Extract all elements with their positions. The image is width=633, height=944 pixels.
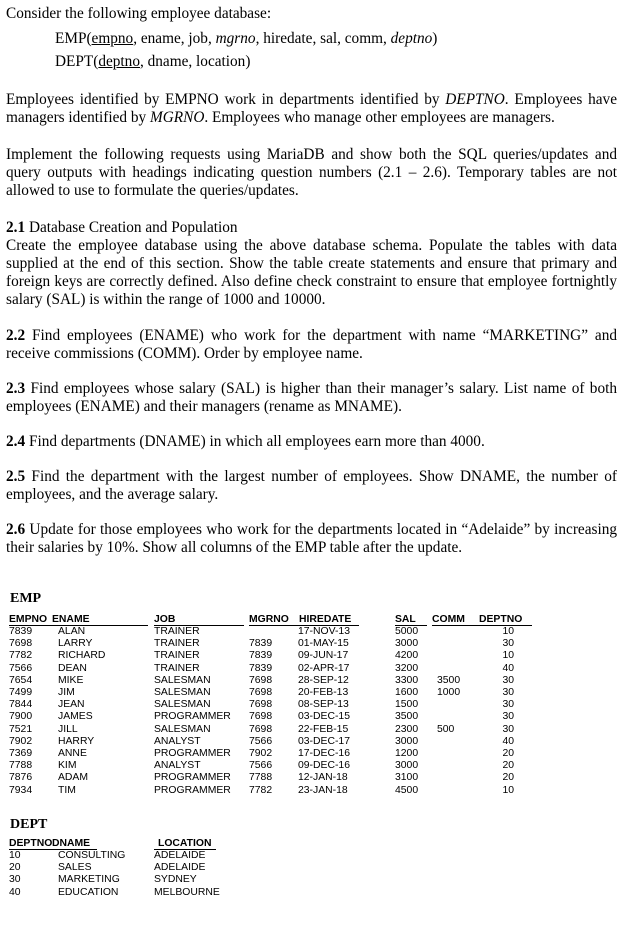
emp-cell-job: TRAINER xyxy=(154,650,200,662)
table-row xyxy=(9,675,529,687)
emp-cell-ename: JILL xyxy=(58,723,78,735)
emp-cell-empno: 7788 xyxy=(9,760,33,772)
emp-cell-ename: LARRY xyxy=(58,638,93,650)
emp-cell-hiredate: 02-APR-17 xyxy=(298,662,350,674)
emp-cell-job: PROGRAMMER xyxy=(154,711,231,723)
emp-header-comm: COMM xyxy=(432,614,465,625)
dept-cell-dname: SALES xyxy=(58,862,92,874)
emp-cell-ename: JIM xyxy=(58,687,75,698)
emp-cell-hiredate: 23-JAN-18 xyxy=(298,784,348,796)
emp-cell-sal: 4500 xyxy=(395,784,419,796)
emp-cell-hiredate: 03-DEC-15 xyxy=(298,711,350,723)
dept-cell-dname: CONSULTING xyxy=(58,850,126,861)
emp-cell-sal: 1200 xyxy=(395,748,419,759)
emp-cell-sal: 3000 xyxy=(395,735,419,747)
emp-cell-mgrno: 7698 xyxy=(249,723,273,735)
emp-cell-sal: 5000 xyxy=(395,626,419,637)
emp-cell-job: TRAINER xyxy=(154,626,200,637)
emp-cell-ename: RICHARD xyxy=(58,650,106,662)
emp-cell-hiredate: 01-MAY-15 xyxy=(298,638,349,650)
emp-cell-deptno: 30 xyxy=(502,711,514,723)
emp-cell-empno: 7654 xyxy=(9,674,33,686)
emp-cell-job: SALESMAN xyxy=(154,723,211,735)
emp-cell-mgrno: 7839 xyxy=(249,662,273,674)
emp-cell-empno: 7900 xyxy=(9,711,33,723)
emp-cell-deptno: 20 xyxy=(502,760,514,772)
emp-cell-comm: 500 xyxy=(437,723,455,735)
table-row xyxy=(9,687,529,699)
emp-cell-empno: 7934 xyxy=(9,784,33,796)
question-2-5: 2.5 Find the department with the largest number of employees. Show DNAME, the number of employees, and the average salary. xyxy=(6,468,617,503)
emp-cell-empno: 7902 xyxy=(9,735,33,747)
emp-schema: EMP(empno, ename, job, mgrno, hiredate, sal, comm, deptno) xyxy=(55,30,438,47)
dept-schema: DEPT(deptno, dname, location) xyxy=(55,53,251,70)
emp-cell-job: SALESMAN xyxy=(154,699,211,711)
question-2-3: 2.3 Find employees whose salary (SAL) is higher than their manager’s salary. List name of both employees (ENAME) and their managers (rename as MNAME). xyxy=(6,380,617,415)
emp-cell-job: ANALYST xyxy=(154,760,201,772)
emp-header-empno: EMPNO xyxy=(9,614,48,625)
emp-cell-deptno: 10 xyxy=(502,784,514,796)
emp-cell-mgrno: 7698 xyxy=(249,711,273,723)
emp-cell-mgrno: 7566 xyxy=(249,760,273,772)
emp-header-deptno: DEPTNO xyxy=(479,614,523,625)
emp-cell-hiredate: 22-FEB-15 xyxy=(298,723,349,735)
emp-cell-job: PROGRAMMER xyxy=(154,784,231,796)
emp-cell-sal: 3300 xyxy=(395,674,419,686)
dept-cell-dname: MARKETING xyxy=(58,874,120,886)
table-row xyxy=(9,785,529,797)
emp-cell-job: ANALYST xyxy=(154,735,201,747)
paragraph-implement: Implement the following requests using MariaDB and show both the SQL queries/updates and query outputs with headings indicating question numbers (2.1 – 2.6). Temporary tables are not allowed to use to formulate the queries/updates. xyxy=(6,146,617,199)
emp-cell-mgrno: 7698 xyxy=(249,687,273,698)
emp-cell-hiredate: 17-DEC-16 xyxy=(298,748,350,759)
dept-cell-dname: EDUCATION xyxy=(58,886,119,898)
emp-cell-ename: ADAM xyxy=(58,772,89,784)
emp-cell-ename: JEAN xyxy=(58,699,85,711)
table-row xyxy=(9,711,529,723)
dept-cell-deptno: 10 xyxy=(9,850,21,861)
emp-cell-comm: 3500 xyxy=(437,674,461,686)
emp-cell-job: PROGRAMMER xyxy=(154,748,231,759)
emp-cell-mgrno: 7782 xyxy=(249,784,273,796)
emp-cell-sal: 3000 xyxy=(395,638,419,650)
emp-cell-ename: ALAN xyxy=(58,626,86,637)
emp-cell-deptno: 20 xyxy=(502,772,514,784)
emp-cell-ename: ANNE xyxy=(58,748,87,759)
emp-table-title: EMP xyxy=(10,591,42,606)
dept-header-location: LOCATION xyxy=(158,838,212,849)
table-row xyxy=(9,663,529,675)
emp-header-ename: ENAME xyxy=(52,614,90,625)
emp-cell-ename: MIKE xyxy=(58,674,84,686)
table-row xyxy=(9,748,529,760)
emp-cell-sal: 3000 xyxy=(395,760,419,772)
emp-cell-comm: 1000 xyxy=(437,687,461,698)
question-2-1: 2.1 Database Creation and Population Create the employee database using the above database schema. Populate the tables with data supplied at the end of this section. Show the table create statements and ensure that primary and foreign keys are correctly defined. Also define check constraint to ensure that employee fortnightly salary (SAL) is within the range of 1000 and 10000. xyxy=(6,219,617,308)
table-row xyxy=(9,626,529,638)
emp-cell-deptno: 30 xyxy=(502,638,514,650)
emp-cell-deptno: 20 xyxy=(502,748,514,759)
dept-header-dname: DNAME xyxy=(52,838,91,849)
dept-cell-location: MELBOURNE xyxy=(154,886,220,898)
emp-cell-deptno: 10 xyxy=(502,650,514,662)
dept-cell-deptno: 30 xyxy=(9,874,21,886)
emp-cell-empno: 7839 xyxy=(9,626,33,637)
emp-cell-deptno: 40 xyxy=(502,735,514,747)
table-row xyxy=(9,724,529,736)
emp-cell-empno: 7499 xyxy=(9,687,33,698)
emp-cell-empno: 7782 xyxy=(9,650,33,662)
question-2-6: 2.6 Update for those employees who work for the departments located in “Adelaide” by increasing their salaries by 10%. Show all columns of the EMP table after the update. xyxy=(6,521,617,556)
emp-cell-ename: KIM xyxy=(58,760,77,772)
emp-cell-deptno: 10 xyxy=(502,626,514,637)
table-row xyxy=(9,772,529,784)
question-2-4: 2.4 Find departments (DNAME) in which all employees earn more than 4000. xyxy=(6,433,485,450)
paragraph-employees: Employees identified by EMPNO work in departments identified by DEPTNO. Employees have managers identified by MGRNO. Employees who manage other employees are managers. xyxy=(6,91,617,126)
emp-cell-sal: 1500 xyxy=(395,699,419,711)
emp-cell-deptno: 30 xyxy=(502,699,514,711)
table-row xyxy=(9,850,239,862)
emp-cell-sal: 3100 xyxy=(395,772,419,784)
table-row xyxy=(9,638,529,650)
emp-cell-deptno: 30 xyxy=(502,674,514,686)
emp-cell-deptno: 40 xyxy=(502,662,514,674)
emp-cell-empno: 7521 xyxy=(9,723,33,735)
emp-cell-job: TRAINER xyxy=(154,638,200,650)
dept-cell-location: ADELAIDE xyxy=(154,850,206,861)
emp-cell-hiredate: 28-SEP-12 xyxy=(298,674,349,686)
emp-cell-sal: 2300 xyxy=(395,723,419,735)
emp-cell-hiredate: 20-FEB-13 xyxy=(298,687,349,698)
table-row xyxy=(9,760,529,772)
emp-cell-mgrno: 7839 xyxy=(249,638,273,650)
emp-cell-job: SALESMAN xyxy=(154,687,211,698)
emp-cell-empno: 7369 xyxy=(9,748,33,759)
emp-cell-hiredate: 08-SEP-13 xyxy=(298,699,349,711)
intro-text: Consider the following employee database: xyxy=(6,5,272,22)
dept-cell-deptno: 20 xyxy=(9,862,21,874)
emp-header-sal: SAL xyxy=(395,614,416,625)
emp-cell-job: PROGRAMMER xyxy=(154,772,231,784)
emp-table xyxy=(9,614,529,804)
emp-cell-ename: TIM xyxy=(58,784,76,796)
emp-cell-empno: 7876 xyxy=(9,772,33,784)
question-2-2: 2.2 Find employees (ENAME) who work for the department with name “MARKETING” and receive commissions (COMM). Order by employee name. xyxy=(6,327,617,362)
dept-cell-location: ADELAIDE xyxy=(154,862,206,874)
emp-cell-hiredate: 12-JAN-18 xyxy=(298,772,348,784)
emp-cell-empno: 7566 xyxy=(9,662,33,674)
emp-header-job: JOB xyxy=(154,614,176,625)
emp-cell-mgrno: 7902 xyxy=(249,748,273,759)
emp-cell-sal: 1600 xyxy=(395,687,419,698)
table-row xyxy=(9,874,239,886)
emp-cell-deptno: 30 xyxy=(502,687,514,698)
table-row xyxy=(9,650,529,662)
dept-cell-deptno: 40 xyxy=(9,886,21,898)
table-row xyxy=(9,862,239,874)
table-row xyxy=(9,699,529,711)
table-row xyxy=(9,887,239,899)
dept-header-deptno: DEPTNO xyxy=(9,838,53,849)
emp-cell-job: TRAINER xyxy=(154,662,200,674)
dept-cell-location: SYDNEY xyxy=(154,874,197,886)
emp-cell-hiredate: 03-DEC-17 xyxy=(298,735,350,747)
emp-header-mgrno: MGRNO xyxy=(249,614,289,625)
dept-table-title: DEPT xyxy=(10,817,48,832)
emp-cell-mgrno: 7698 xyxy=(249,674,273,686)
dept-table xyxy=(9,838,239,900)
emp-cell-ename: JAMES xyxy=(58,711,93,723)
emp-cell-empno: 7698 xyxy=(9,638,33,650)
emp-cell-mgrno: 7788 xyxy=(249,772,273,784)
emp-cell-ename: DEAN xyxy=(58,662,87,674)
emp-header-hiredate: HIREDATE xyxy=(299,614,352,625)
emp-cell-mgrno: 7566 xyxy=(249,735,273,747)
emp-cell-sal: 3500 xyxy=(395,711,419,723)
emp-cell-sal: 4200 xyxy=(395,650,419,662)
emp-cell-deptno: 30 xyxy=(502,723,514,735)
table-row xyxy=(9,736,529,748)
emp-cell-sal: 3200 xyxy=(395,662,419,674)
emp-cell-job: SALESMAN xyxy=(154,674,211,686)
emp-cell-ename: HARRY xyxy=(58,735,95,747)
emp-cell-mgrno: 7839 xyxy=(249,650,273,662)
emp-cell-hiredate: 09-DEC-16 xyxy=(298,760,350,772)
emp-cell-empno: 7844 xyxy=(9,699,33,711)
emp-cell-hiredate: 09-JUN-17 xyxy=(298,650,349,662)
emp-cell-hiredate: 17-NOV-13 xyxy=(298,626,350,637)
emp-cell-mgrno: 7698 xyxy=(249,699,273,711)
